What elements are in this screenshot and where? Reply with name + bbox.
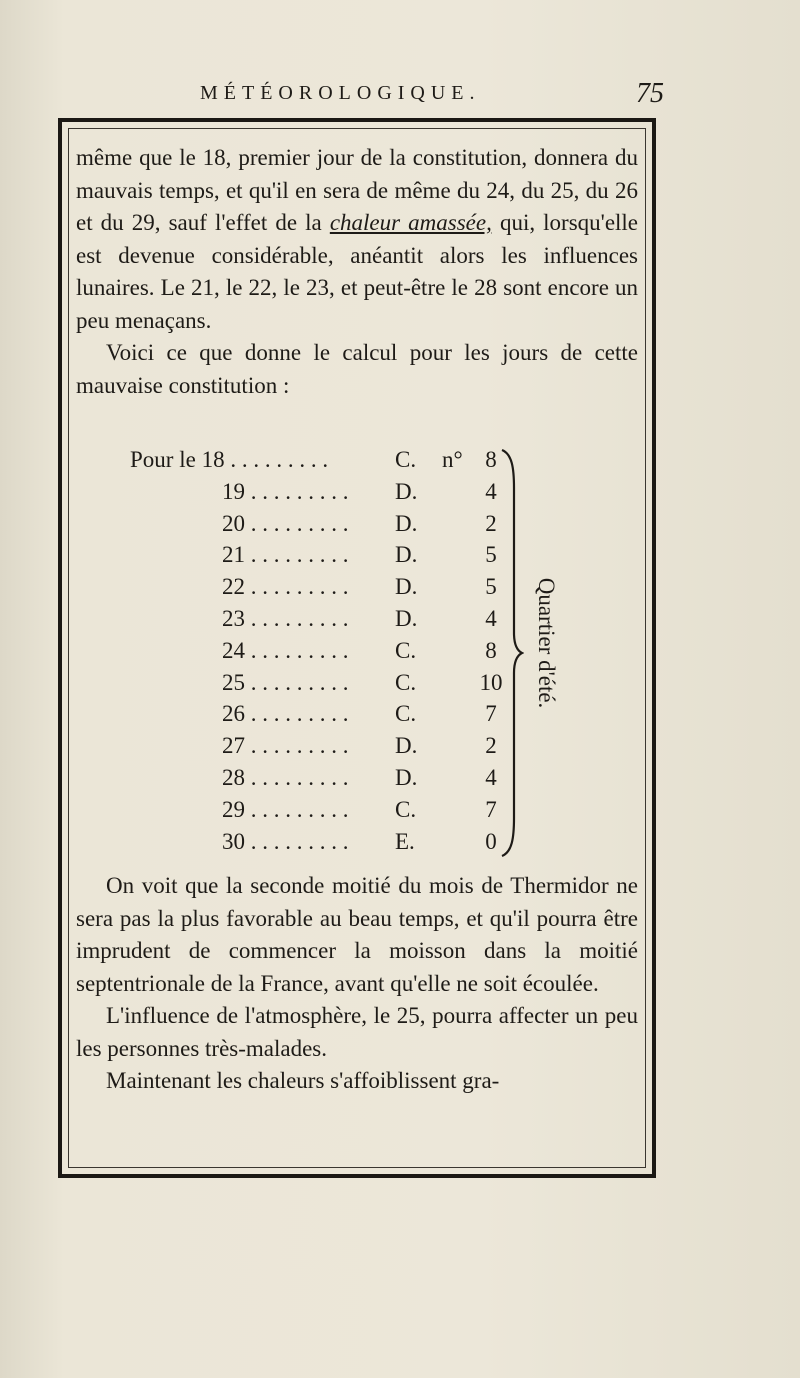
- table-row: [130, 638, 510, 672]
- table-leader-dots: . . . . . . . . .: [245, 637, 349, 663]
- table-row: [130, 701, 510, 735]
- table-leader-dots: . . . . . . . . .: [245, 733, 349, 759]
- table-row: [130, 511, 510, 545]
- table-code: C.: [395, 796, 417, 822]
- table-code: D.: [395, 733, 418, 759]
- table-code: E.: [395, 828, 415, 854]
- table-number: 2: [485, 733, 497, 759]
- table-day-number: 22: [222, 574, 245, 600]
- table-row: [130, 765, 510, 799]
- table-row: [130, 797, 510, 831]
- paragraph1-text-b: qui, lorsqu'elle est devenue considérable, anéantit alors les influences lunaires. Le 21, le 22, le 23, et peut-être le 28 sont encore un peu menaçans.: [76, 210, 639, 333]
- brace-path: [502, 450, 522, 856]
- table-day-number: 18: [201, 447, 225, 472]
- table-row: [130, 447, 510, 481]
- table-day-number: 26: [222, 701, 245, 727]
- table-code: C.: [395, 637, 417, 663]
- table-day-number: 21: [222, 542, 245, 568]
- page-number: 75: [636, 78, 664, 109]
- table-day: [222, 829, 472, 855]
- table-number: 0: [485, 828, 497, 854]
- paragraph-calcul-intro: Voici ce que donne le calcul pour les jours de cette mauvaise constitution :: [76, 340, 638, 398]
- calculation-table: [130, 447, 530, 867]
- paragraph1-text-a: même que le 18, premier jour de la constitution, donnera du mauvais temps, et qu'il en sera de même du 24, du 25, du 26 et du 29, sauf l'effet de la: [76, 145, 638, 235]
- table-day: [222, 733, 472, 759]
- table-day-number: 28: [222, 765, 245, 790]
- table-leader-dots: . . . . . . . . .: [245, 574, 349, 600]
- paragraph-constitution: [76, 142, 638, 337]
- table-number: 4: [485, 765, 497, 790]
- table-day-number: 27: [222, 733, 245, 759]
- body-text-bottom: [76, 870, 638, 1098]
- table-number: 8: [485, 637, 497, 663]
- table-leader-dots: . . . . . . . . .: [245, 828, 349, 854]
- table-day-number: 19: [222, 478, 245, 504]
- table-day: [222, 765, 472, 791]
- table-leader-dots: . . . . . . . . .: [245, 478, 349, 504]
- table-number-prefix: n°: [442, 447, 463, 472]
- emphasis-chaleur-amassee: chaleur amassée,: [329, 210, 492, 235]
- table-number: 4: [485, 606, 497, 631]
- table-leader-dots: . . . . . . . . .: [245, 669, 349, 695]
- table-day: [222, 670, 472, 696]
- table-number: 8: [485, 447, 497, 472]
- table-code: D.: [395, 765, 418, 790]
- running-title: MÉTÉOROLOGIQUE.: [200, 82, 481, 104]
- right-brace: [500, 448, 524, 858]
- table-leader-dots: . . . . . . . . .: [245, 701, 349, 727]
- table-day: [222, 574, 472, 600]
- table-day: [222, 542, 472, 568]
- table-number: 5: [485, 542, 497, 568]
- table-day-number: 24: [222, 637, 245, 663]
- table-row: [130, 670, 510, 704]
- table-number: 10: [479, 669, 503, 695]
- body-text-top: [76, 142, 638, 402]
- table-row: [130, 829, 510, 863]
- table-day-number: 29: [222, 796, 245, 822]
- table-day: [222, 701, 472, 727]
- side-label-quartier: [526, 548, 566, 738]
- table-code: D.: [395, 606, 418, 631]
- paragraph-thermidor: On voit que la seconde moitié du mois de Thermidor ne sera pas la plus favorable au beau temps, et qu'il pourra être imprudent de commencer la moisson dans la moitié septentrionale de la France, avant qu'elle ne soit écoulée.: [76, 873, 638, 996]
- table-number: 5: [485, 574, 497, 600]
- table-day: [222, 511, 472, 537]
- table-day-number: 30: [222, 828, 245, 854]
- table-leader-dots: . . . . . . . . .: [224, 447, 329, 472]
- table-leader-dots: . . . . . . . . .: [245, 796, 349, 822]
- side-label-text: Quartier d'été.: [534, 577, 559, 709]
- table-day: [222, 797, 472, 823]
- table-row: [130, 542, 510, 576]
- table-code: D.: [395, 542, 418, 568]
- table-row: [130, 574, 510, 608]
- table-code: D.: [395, 574, 418, 600]
- table-day-number: 20: [222, 510, 245, 536]
- table-leader-dots: . . . . . . . . .: [245, 510, 349, 536]
- table-row: [130, 606, 510, 640]
- table-code: C.: [395, 669, 417, 695]
- table-code: D.: [395, 510, 418, 536]
- table-number: 2: [485, 510, 497, 536]
- table-code: C.: [395, 447, 417, 472]
- table-leader-dots: . . . . . . . . .: [245, 542, 349, 568]
- table-row: [130, 733, 510, 767]
- table-day: [222, 638, 472, 664]
- table-leader-dots: . . . . . . . . .: [245, 606, 349, 631]
- table-row: [130, 479, 510, 513]
- table-day-number: 25: [222, 669, 245, 695]
- paragraph-chaleurs: Maintenant les chaleurs s'affoiblissent gra-: [106, 1068, 500, 1093]
- running-head: [200, 78, 670, 114]
- table-day: [222, 606, 472, 632]
- paragraph-atmosphere: L'influence de l'atmosphère, le 25, pourra affecter un peu les personnes très-malades.: [76, 1003, 638, 1061]
- table-day: [222, 479, 472, 505]
- table-code: C.: [395, 701, 417, 727]
- table-number: 4: [485, 478, 497, 504]
- table-code: D.: [395, 478, 418, 504]
- table-day-number: 23: [222, 606, 245, 631]
- table-leader-dots: . . . . . . . . .: [245, 765, 349, 790]
- table-number: 7: [485, 701, 497, 727]
- table-number: 7: [485, 796, 497, 822]
- table-prefix: Pour le: [130, 447, 202, 472]
- table-day: [130, 447, 380, 473]
